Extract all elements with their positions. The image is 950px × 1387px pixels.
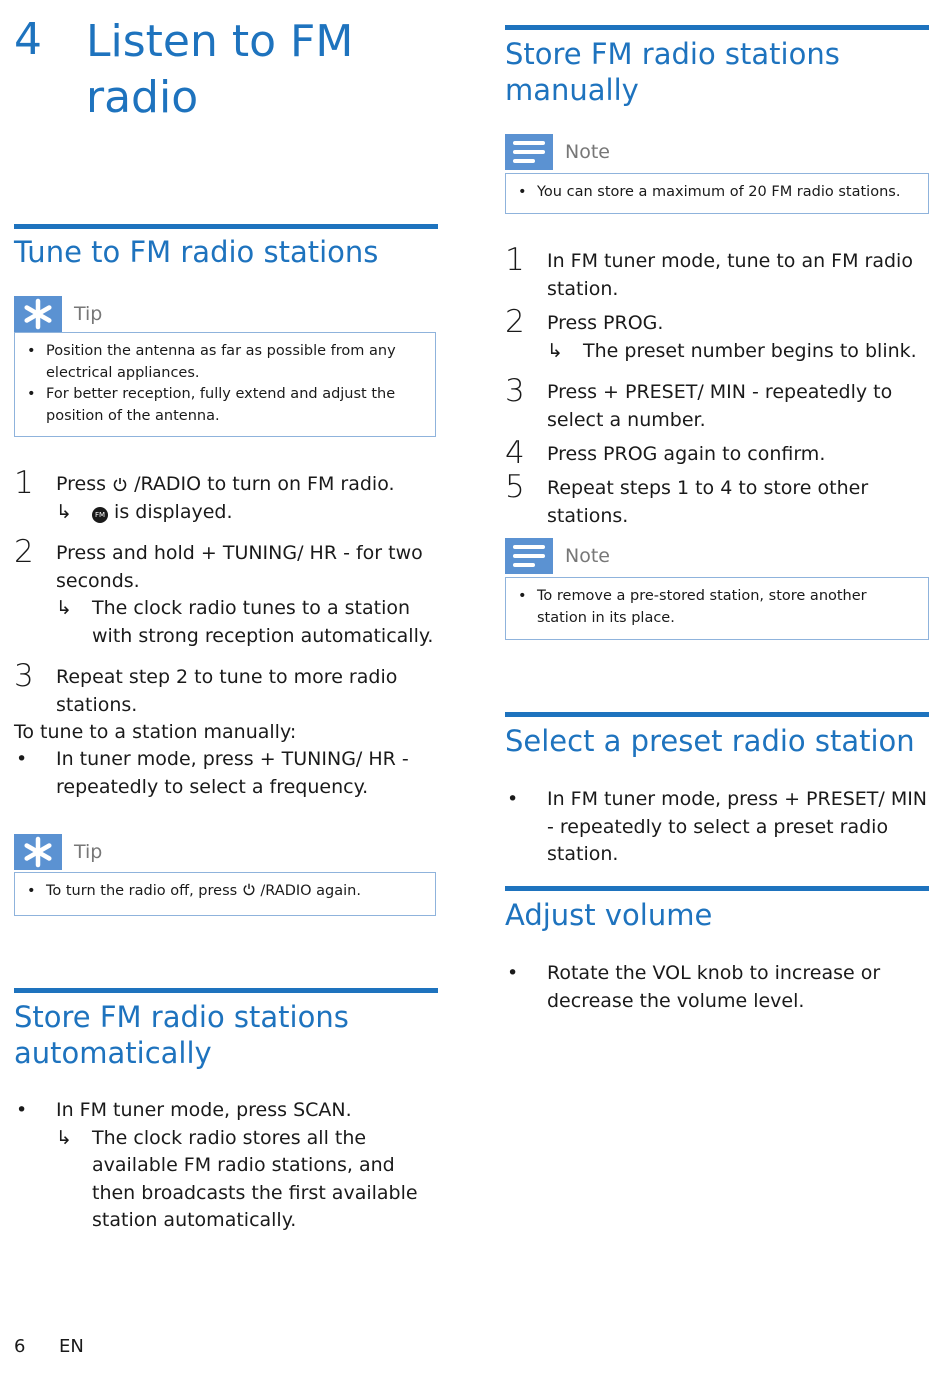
auto-bullet: • In FM tuner mode, press SCAN. ↳ The clock radio stores all the available FM radio stations, and then broadcasts the first available station automatically. xyxy=(16,1099,418,1231)
section-rule xyxy=(14,224,438,229)
section-rule xyxy=(14,988,438,993)
note-label xyxy=(505,134,610,170)
manual-tune-bullet: • In tuner mode, press + TUNING/ HR - repeatedly to select a frequency. xyxy=(16,748,409,798)
volume-bullet: • Rotate the VOL knob to increase or decrease the volume level. xyxy=(507,962,881,1012)
step-3: 3 Repeat step 2 to tune to more radio stations. xyxy=(14,658,398,716)
result-arrow-icon: ↳ xyxy=(56,1126,72,1149)
note-lines-icon xyxy=(505,538,553,574)
section-title-tune: Tune to FM radio stations xyxy=(14,235,379,269)
section-title-preset: Select a preset radio station xyxy=(505,724,915,758)
step-4: 4 Press PROG again to confirm. xyxy=(505,435,826,471)
note-label xyxy=(505,538,610,574)
preset-bullet: • In FM tuner mode, press + PRESET/ MIN - repeatedly to select a preset radio station. xyxy=(507,788,928,865)
section-title-auto: Store FM radio stations automatically xyxy=(14,1000,349,1070)
result-arrow-icon: ↳ xyxy=(56,500,72,523)
note-label-text: Note xyxy=(565,141,610,163)
tip-box xyxy=(14,872,436,916)
power-icon xyxy=(112,473,128,495)
tip-item: • For better reception, fully extend and adjust the position of the antenna. xyxy=(27,386,396,424)
note-label-text: Note xyxy=(565,545,610,567)
asterisk-tip-icon xyxy=(14,296,62,332)
tip-item: • To turn the radio off, press /RADIO again. xyxy=(27,883,361,899)
section-title-manual: Store FM radio stations manually xyxy=(505,37,840,107)
chapter-title: Listen to FM radio xyxy=(86,16,354,123)
page-number: 6 xyxy=(14,1336,26,1357)
step-5: 5 Repeat steps 1 to 4 to store other stations. xyxy=(505,469,869,527)
section-rule xyxy=(505,712,929,717)
note-box xyxy=(505,173,929,214)
tip-box xyxy=(14,332,436,437)
step-2: 2 Press and hold + TUNING/ HR - for two seconds. ↳ The clock radio tunes to a station with strong reception automatically. xyxy=(14,534,434,647)
section-rule xyxy=(505,25,929,30)
step-3: 3 Press + PRESET/ MIN - repeatedly to select a number. xyxy=(505,373,893,431)
language-code: EN xyxy=(59,1336,84,1357)
result-arrow-icon: ↳ xyxy=(547,339,563,362)
step-1: 1 In FM tuner mode, tune to an FM radio station. xyxy=(505,242,913,300)
result-arrow-icon: ↳ xyxy=(56,597,72,619)
asterisk-tip-icon xyxy=(14,834,62,870)
note-item: • You can store a maximum of 20 FM radio stations. xyxy=(518,184,901,200)
power-icon xyxy=(242,883,256,899)
note-box xyxy=(505,577,929,640)
step-1: 1 Press /RADIO to turn on FM radio. ↳ FM is displayed. xyxy=(14,471,438,526)
note-item: • To remove a pre-stored station, store another station in its place. xyxy=(518,588,867,626)
manual-tune-heading: To tune to a station manually: xyxy=(14,721,297,743)
step-2: 2 Press PROG. ↳ The preset number begins to blink. xyxy=(505,310,929,365)
tip-item: • Position the antenna as far as possible from any electrical appliances. xyxy=(27,343,396,381)
note-lines-icon xyxy=(505,134,553,170)
tip-label-text: Tip xyxy=(74,841,103,863)
tip-label xyxy=(14,296,102,332)
tip-label-text: Tip xyxy=(74,303,103,325)
section-title-volume: Adjust volume xyxy=(505,898,713,932)
tip-label xyxy=(14,834,102,870)
fm-badge-icon: FM xyxy=(92,507,108,523)
chapter-number: 4 xyxy=(14,14,42,65)
section-rule xyxy=(505,886,929,891)
